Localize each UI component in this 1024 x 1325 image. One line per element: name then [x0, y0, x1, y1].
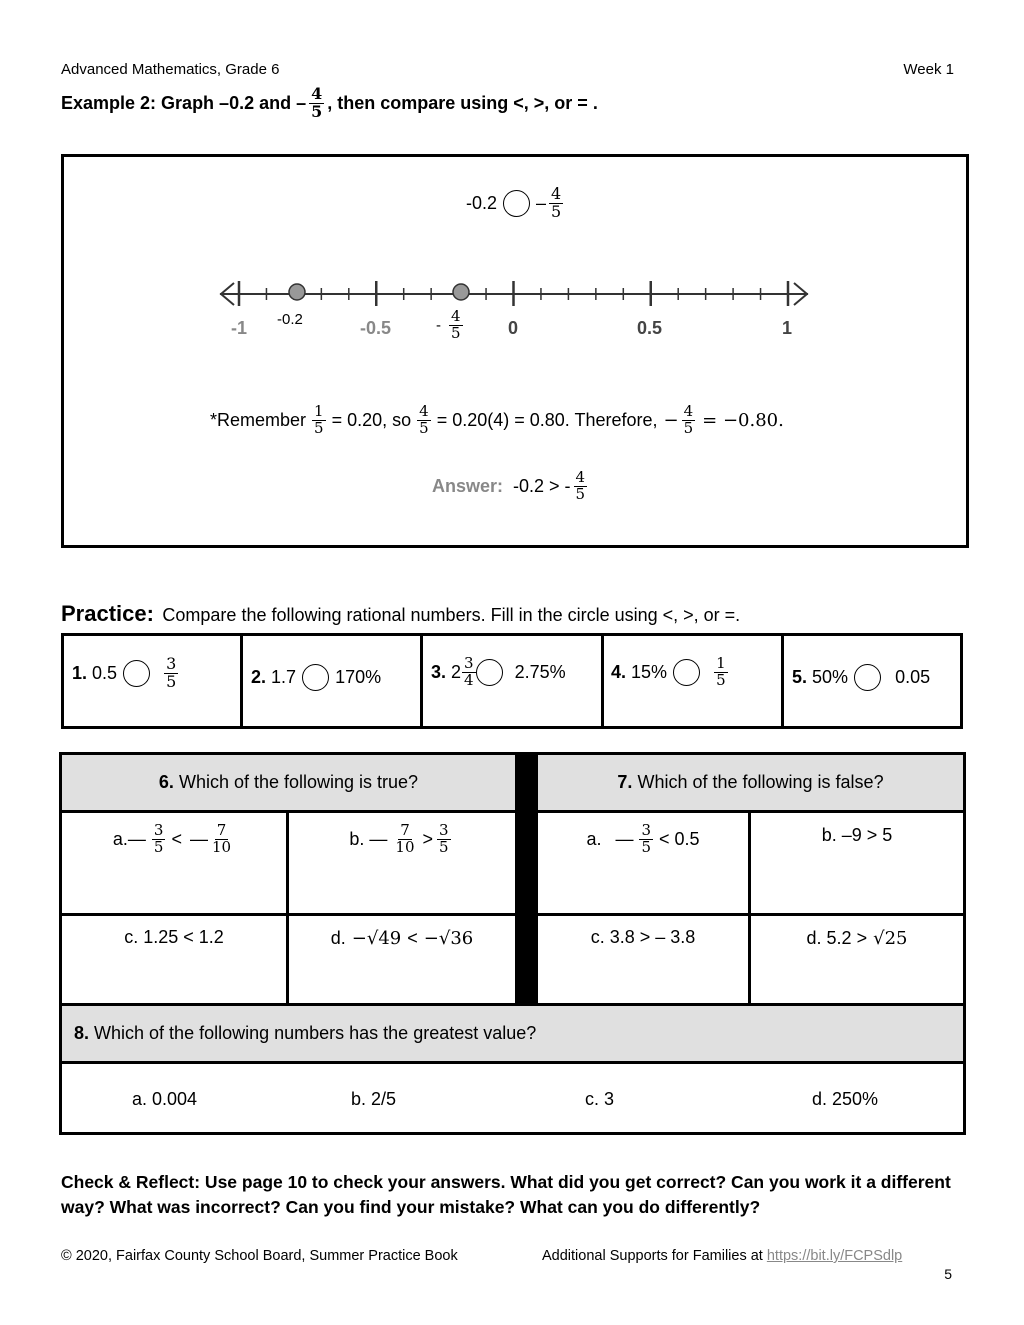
practice-instructions: Compare the following rational numbers. Fill in the circle using <, >, or =.	[162, 605, 741, 625]
row-line	[62, 1061, 963, 1064]
choice-expression: −√49	[351, 928, 402, 949]
running-header: Advanced Mathematics, Grade 6	[61, 61, 280, 78]
number-line	[210, 275, 820, 315]
item-right: 0.05	[895, 667, 931, 687]
fraction-numerator: 3	[641, 821, 651, 839]
footer-copyright: © 2020, Fairfax County School Board, Summer Practice Book	[61, 1248, 458, 1264]
point-neg-four-fifths	[453, 284, 469, 300]
practice-item-4	[611, 656, 731, 689]
choice-operator: <	[407, 928, 418, 948]
choice-operator: <	[171, 828, 182, 849]
item-right: 170%	[335, 667, 382, 687]
compare-neg: –	[536, 192, 547, 213]
fraction-numerator: 3	[464, 654, 474, 672]
example-title-post: , then compare using <, >, or = .	[327, 92, 598, 113]
fraction-numerator: 4	[311, 84, 323, 103]
compare-left: -0.2	[466, 192, 498, 213]
item-number: 2.	[251, 667, 267, 687]
item-left: 15%	[631, 661, 668, 682]
point-neg-0-2	[289, 284, 305, 300]
remember-fraction-3	[682, 404, 696, 437]
fraction-denominator: 5	[575, 484, 586, 503]
q8-choice-d[interactable]: d. 250%	[812, 1089, 879, 1109]
remember-neg: −	[663, 409, 679, 431]
question-text: Which of the following is false?	[637, 772, 884, 792]
fraction-numerator: 4	[551, 184, 562, 203]
tick-label-neg05: -0.5	[360, 318, 392, 338]
example-answer	[432, 470, 590, 503]
item-number: 1.	[72, 662, 88, 683]
item-right-fraction	[164, 656, 178, 691]
remember-fraction-2	[417, 404, 431, 437]
question-text: Which of the following numbers has the greatest value?	[94, 1023, 537, 1043]
choice-fraction	[393, 823, 416, 856]
fraction-numerator: 4	[451, 307, 461, 325]
q6-question	[62, 772, 515, 793]
separator-bar	[515, 755, 538, 1006]
item-left: 1.7	[271, 667, 297, 687]
remember-pre: *Remember	[210, 409, 307, 430]
fraction-denominator: 5	[683, 418, 694, 437]
divider	[420, 633, 423, 729]
choice-letter: a.—	[112, 828, 146, 849]
answer-label: Answer:	[432, 475, 504, 496]
choice-fraction	[437, 823, 451, 856]
week-label: Week 1	[903, 61, 954, 78]
tick-label-05: 0.5	[637, 318, 663, 338]
answer-fraction	[574, 470, 588, 503]
choice-letter: d. 5.2 >	[806, 928, 868, 948]
compare-fraction	[549, 186, 563, 221]
q8-choice-b[interactable]: b. 2/5	[351, 1089, 397, 1109]
point-label-neg-four-fifths	[436, 309, 466, 342]
fraction-numerator: 1	[716, 654, 726, 672]
remember-mid-2: = 0.20(4) = 0.80. Therefore,	[436, 409, 658, 430]
question-number: 7.	[617, 772, 633, 792]
footer-link[interactable]: https://bit.ly/FCPSdlp	[766, 1248, 903, 1264]
q7-choice-a[interactable]	[538, 823, 748, 856]
footer-supports-text: Additional Supports for Families at	[542, 1248, 763, 1264]
example-compare	[466, 186, 566, 221]
row-line	[62, 913, 963, 916]
choice-neg: —	[615, 828, 634, 849]
fraction-numerator: 4	[683, 402, 694, 420]
remember-mid-1: = 0.20, so	[331, 409, 412, 430]
item-number: 4.	[611, 661, 627, 682]
fraction-numerator: 4	[575, 468, 586, 486]
fraction-numerator: 1	[314, 402, 324, 420]
fraction-numerator: 3	[439, 821, 449, 839]
practice-title: Practice:	[61, 601, 154, 626]
example-title	[61, 86, 598, 121]
choice-fraction	[152, 823, 166, 856]
practice-item-5	[792, 664, 930, 691]
example-title-fraction	[309, 86, 324, 121]
practice-item-2	[251, 664, 381, 691]
answer-circle[interactable]	[673, 659, 700, 686]
fraction-denominator: 5	[641, 837, 651, 856]
question-number: 8.	[74, 1023, 90, 1043]
practice-item-3	[431, 656, 566, 689]
question-text: Which of the following is true?	[178, 772, 419, 792]
point-fraction	[449, 309, 463, 342]
q7-choice-c[interactable]: c. 3.8 > – 3.8	[590, 927, 696, 947]
fraction-numerator: 4	[419, 402, 429, 420]
check-and-reflect: Check & Reflect: Use page 10 to check your answers. What did you get correct? Can you work it a different way? What was incorrect? Can you find your mistake? What can you do differently?	[61, 1172, 951, 1217]
fraction-denominator: 10	[211, 837, 232, 856]
item-left-fraction	[462, 656, 476, 689]
fraction-denominator: 4	[464, 670, 474, 689]
tick-label-zero: 0	[508, 318, 519, 338]
number-line-ticks	[239, 281, 788, 306]
fraction-numerator: 7	[400, 821, 410, 839]
answer-circle[interactable]	[123, 660, 150, 687]
answer-circle[interactable]	[476, 659, 503, 686]
choice-expression: √25	[873, 928, 908, 949]
answer-circle[interactable]	[302, 664, 329, 691]
choice-letter: b. —	[349, 828, 388, 849]
answer-text: -0.2 > -	[513, 475, 571, 496]
divider	[781, 633, 784, 729]
fraction-denominator: 5	[311, 101, 323, 121]
row-line	[62, 810, 963, 813]
point-neg-sign: -	[436, 316, 441, 334]
answer-circle[interactable]	[503, 190, 530, 217]
choice-letter: d.	[330, 928, 346, 948]
choice-neg: —	[189, 828, 208, 849]
fraction-denominator: 5	[716, 670, 726, 689]
q6-choice-d[interactable]	[289, 928, 515, 949]
fraction-denominator: 5	[153, 837, 164, 856]
q7-choice-b[interactable]: b. –9 > 5	[821, 825, 893, 845]
choice-rest: < 0.5	[659, 828, 700, 849]
choice-operator: >	[422, 828, 434, 849]
fraction-numerator: 3	[166, 654, 177, 673]
footer-supports	[542, 1248, 902, 1264]
item-right: 2.75%	[514, 661, 566, 682]
divider	[601, 633, 604, 729]
q8-question	[74, 1023, 536, 1044]
item-right-fraction	[714, 656, 728, 689]
fraction-denominator: 5	[439, 837, 449, 856]
remember-fraction-1	[312, 404, 326, 437]
q8-choice-c[interactable]: c. 3	[585, 1089, 615, 1109]
q6-choice-a[interactable]	[62, 823, 286, 856]
item-number: 3.	[431, 661, 447, 682]
choice-letter: a.	[586, 828, 602, 849]
fraction-denominator: 5	[551, 201, 562, 221]
remember-end: = −0.80.	[702, 409, 784, 431]
remember-note	[210, 404, 784, 437]
q6-choice-c[interactable]: c. 1.25 < 1.2	[124, 927, 224, 947]
fraction-denominator: 5	[166, 671, 177, 691]
example-title-pre: Example 2: Graph –0.2 and –	[61, 92, 307, 113]
fraction-denominator: 10	[395, 837, 415, 856]
fraction-numerator: 3	[153, 821, 164, 839]
point-label-neg-0-2: -0.2	[277, 311, 303, 328]
divider	[240, 633, 243, 729]
choice-fraction	[210, 823, 233, 856]
fraction-denominator: 5	[451, 323, 461, 342]
item-left: 50%	[812, 667, 849, 687]
fraction-denominator: 5	[419, 418, 429, 437]
choice-fraction	[639, 823, 653, 856]
item-left-whole: 2	[451, 661, 462, 682]
q8-choice-a[interactable]: a. 0.004	[132, 1089, 198, 1109]
row-line	[62, 1003, 963, 1006]
q6-choice-b[interactable]	[289, 823, 515, 856]
item-left: 0.5	[92, 662, 118, 683]
item-number: 5.	[792, 667, 808, 687]
tick-label-neg1: -1	[231, 318, 248, 338]
answer-circle[interactable]	[854, 664, 881, 691]
tick-label-1: 1	[782, 318, 793, 338]
page-number: 5	[944, 1266, 952, 1282]
fraction-numerator: 7	[216, 821, 227, 839]
practice-heading	[61, 601, 740, 627]
practice-item-1	[72, 656, 181, 691]
question-number: 6.	[158, 772, 174, 792]
q7-choice-d[interactable]	[751, 928, 963, 949]
choice-expression: −√36	[423, 928, 474, 949]
fraction-denominator: 5	[314, 418, 324, 437]
q7-question	[538, 772, 963, 793]
